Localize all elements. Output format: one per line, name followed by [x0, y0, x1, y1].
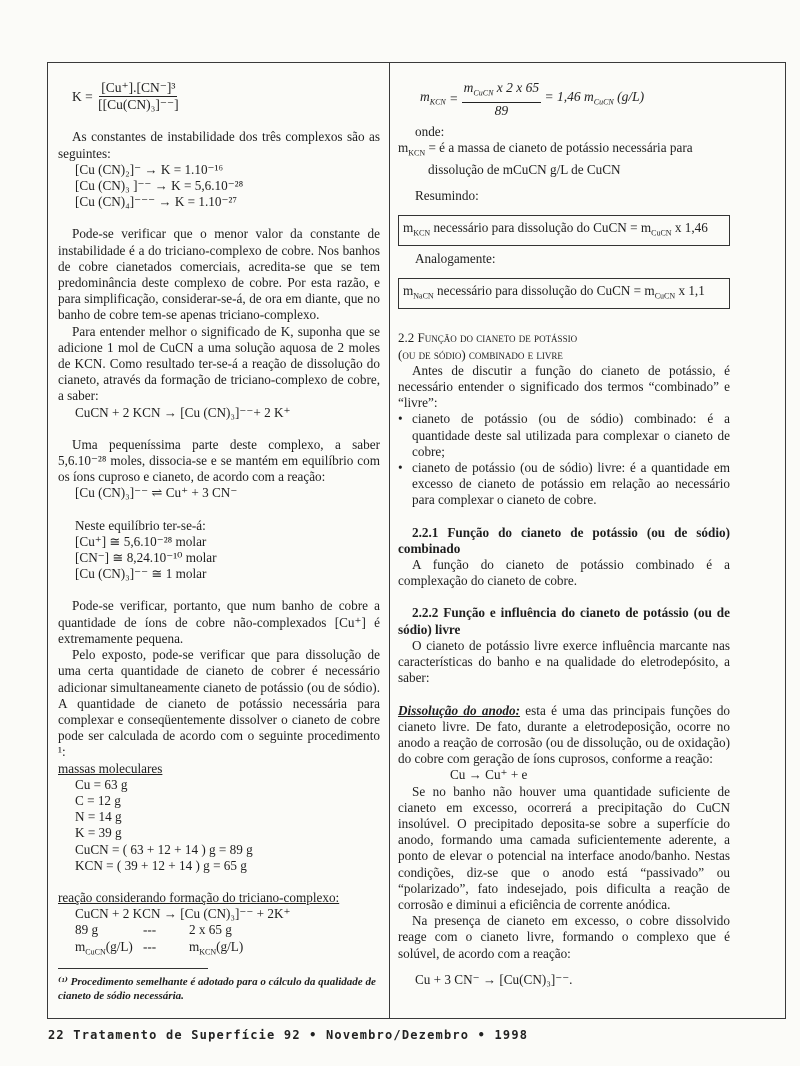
stoich-line: CuCN + 2 KCN → [Cu (CN)₃]⁻⁻ + 2K⁺ — [75, 906, 291, 922]
inline-heading: Dissolução do anodo: — [398, 702, 520, 718]
equilibrium-line: [CN⁻] ≅ 8,24.10⁻¹⁰ molar — [75, 550, 217, 566]
mass-line: CuCN = ( 63 + 12 + 14 ) g = 89 g — [75, 841, 253, 857]
mass-line: K = 39 g — [75, 825, 122, 841]
definition-line: $m_{KCN}$ = é a massa de cianeto de potássio necessária para — [398, 140, 693, 158]
k-formula — [58, 80, 380, 113]
subsection-heading: 2.2.2 Função e influência do cianeto de potássio (ou de sódio) livre — [398, 605, 730, 637]
onde-label: onde: — [415, 124, 445, 140]
resumindo-label: Resumindo: — [415, 188, 479, 204]
summary-box-nacn: $m_{NaCN}$ necessário para dissolução do CuCN = $m_{CuCN}$ x 1,1 — [398, 278, 730, 310]
k-denominator: [[Cu(CN)₃]⁻⁻] — [98, 97, 179, 113]
paragraph: Na presença de cianeto em excesso, o cobre dissolvido reage com o cianeto livre, formando o complexo que é solúvel, de acordo com a reação: — [398, 913, 730, 961]
reaction-equation: [Cu (CN)₃]⁻⁻ ⇌ Cu⁺ + 3 CN⁻ — [75, 485, 238, 501]
paragraph: Dissolução do anodo: esta é uma das principais funções do cianeto livre. De fato, durante a eletrodeposição, ocorre no anodo a reação de corrosão (ou de dissolução, ou de oxidação) do cobre com geração de íons cuprosos, conforme a reação: — [398, 702, 731, 767]
stoich-row — [58, 922, 380, 938]
k-numerator: [Cu⁺].[CN⁻]³ — [99, 80, 177, 97]
summary-box-kcn: $m_{KCN}$ necessário para dissolução do CuCN = $m_{CuCN}$ x 1,46 — [398, 215, 730, 247]
definition-line-2: dissolução de mCuCN g/L de CuCN — [428, 162, 621, 178]
page-footer: 22 Tratamento de Superfície 92 • Novembro/Dezembro • 1998 — [48, 1028, 529, 1042]
paragraph: Pode-se verificar, portanto, que num banho de cobre a quantidade de íons de cobre não-complexados [Cu⁺] é extremamente pequena. — [58, 598, 380, 646]
footnote: ⁽¹⁾ Procedimento semelhante é adotado para o cálculo da qualidade de cianeto de sódio necessária. — [58, 976, 376, 1003]
equilibrium-line: [Cu⁺] ≅ 5,6.10⁻²⁸ molar — [75, 533, 207, 549]
stoich-cell: 2 x 65 g — [189, 922, 232, 938]
reaction-equation: CuCN + 2 KCN → [Cu (CN)₃]⁻⁻+ 2 K⁺ — [75, 404, 291, 420]
constant-line: [Cu (CN)₃ ]⁻⁻ → K = 5,6.10⁻²⁸ — [75, 178, 244, 194]
formula-fraction — [462, 80, 542, 119]
reaction-equation: Cu + 3 CN⁻ → [Cu(CN)₃]⁻⁻. — [415, 971, 573, 987]
paragraph: O cianeto de potássio livre exerce influência marcante nas características do banho e na qualidade do eletrodepósito, a saber: — [398, 637, 730, 686]
mass-line: N = 14 g — [75, 809, 122, 825]
mass-formula: $m_{KCN}$ = $\frac{m_{CuCN} x 2 x 65}{89}$ = 1,46 $m_{CuCN}$ (g/L) — [420, 80, 645, 118]
section-heading: (ou de sódio) combinado e livre — [398, 346, 563, 362]
stoich-cell: --- — [143, 922, 157, 938]
list-item: • cianeto de potássio (ou de sódio) livre: é a quantidade em excesso de cianeto de potássio em relação ao necessário para complexar o cianeto de cobre. — [398, 460, 730, 508]
stoich-cell: $m_{CuCN}(g/L)$ — [75, 938, 133, 957]
stoich-row — [58, 939, 380, 961]
masses-title: massas moleculares — [58, 760, 163, 776]
analogamente-label: Analogamente: — [415, 251, 496, 267]
paragraph: A função do cianeto de potássio combinado é a complexação do cianeto de cobre. — [398, 557, 730, 589]
stoich-cell: $m_{KCN}(g/L)$ — [189, 938, 244, 957]
reaction-title: reação considerando formação do triciano-complexo: — [58, 889, 340, 905]
footnote-rule — [58, 968, 208, 969]
paragraph: Antes de discutir a função do cianeto de potássio, é necessário entender o significado dos termos “combinado” e “livre”: — [398, 362, 730, 411]
list-item: • cianeto de potássio (ou de sódio) combinado: é a quantidade deste sal utilizada para complexar o cianeto de cobre; — [398, 411, 730, 459]
k-fraction — [96, 80, 180, 113]
paragraph: Uma pequeníssima parte deste complexo, a saber 5,6.10⁻²⁸ moles, dissocia-se e se mantém em equilíbrio com os íons cuproso e cianeto, de acordo com a reação: — [58, 436, 380, 485]
mass-line: Cu = 63 g — [75, 776, 128, 792]
column-divider — [389, 62, 390, 1019]
k-label: K = — [72, 88, 93, 104]
mass-line: C = 12 g — [75, 792, 121, 808]
formula-rhs: = 1,46 $m_{CuCN}$ (g/L) — [544, 88, 645, 107]
paragraph: As constantes de instabilidade dos três complexos são as seguintes: — [58, 129, 380, 161]
section-heading: 2.2 Função do cianeto de potássio — [398, 330, 578, 346]
stoich-cell: --- — [143, 938, 157, 954]
constant-line: [Cu (CN)₄]⁻⁻⁻ → K = 1.10⁻²⁷ — [75, 194, 237, 210]
paragraph: Se no banho não houver uma quantidade suficiente de cianeto em excesso, ocorrerá a precipitação do CuCN insolúvel. O precipitado deposita-se sobre a superfície do anodo, formando uma camada suficientemente aderente, a ponto de elevar o potencial na interface anodo/banho. Nestas condições, diz-se que o anodo está “passivado” ou “polarizado”, fato indesejado, pois dificulta a reação de corrosão e diminui a eficiência de corrente anódica. — [398, 783, 730, 912]
formula-lhs: $m_{KCN}$ — [420, 88, 446, 107]
formula-numerator: $m_{CuCN}$ x 2 x 65 — [462, 80, 542, 103]
paragraph: Neste equilíbrio ter-se-á: — [75, 517, 206, 533]
formula-denominator: 89 — [494, 102, 509, 118]
equilibrium-line: [Cu (CN)₃]⁻⁻ ≅ 1 molar — [75, 566, 207, 582]
constant-line: [Cu (CN)₂]⁻ → K = 1.10⁻¹⁶ — [75, 161, 224, 177]
paragraph: Pelo exposto, pode-se verificar que para dissolução de uma certa quantidade de cianeto de cobrer é necessário adicionar simultaneamente cianeto de potássio (ou de sódio). A quantidade de cianeto de potássio necessária para complexar e conseqüentemente dissolver o cianeto de cobre pode ser calculada de acordo com o seguinte procedimento ¹: — [58, 647, 380, 760]
reaction-equation: Cu → Cu⁺ + e — [450, 767, 528, 783]
right-column — [398, 80, 730, 988]
subsection-heading: 2.2.1 Função do cianeto de potássio (ou de sódio) combinado — [398, 524, 730, 556]
left-column — [58, 80, 380, 1003]
paragraph: Pode-se verificar que o menor valor da constante de instabilidade é a do triciano-complexo de cobre. Nos banhos de cobre cianetados comerciais, acredita-se que se tem predominância deste complexo de cobre. Por esta razão, e para simplificação, considerar-se-á, de ora em diante, que no banho de cobre tem-se apenas triciano-complexo. — [58, 226, 380, 323]
mass-line: KCN = ( 39 + 12 + 14 ) g = 65 g — [75, 857, 247, 873]
paragraph: Para entender melhor o significado de K, suponha que se adicione 1 mol de CuCN a uma solução aquosa de 2 moles de KCN. Como resultado ter-se-á a reação de dissolução do cianeto, através da formação de triciano-complexo de cobre, a saber: — [58, 323, 380, 404]
stoich-cell: 89 g — [75, 922, 99, 938]
